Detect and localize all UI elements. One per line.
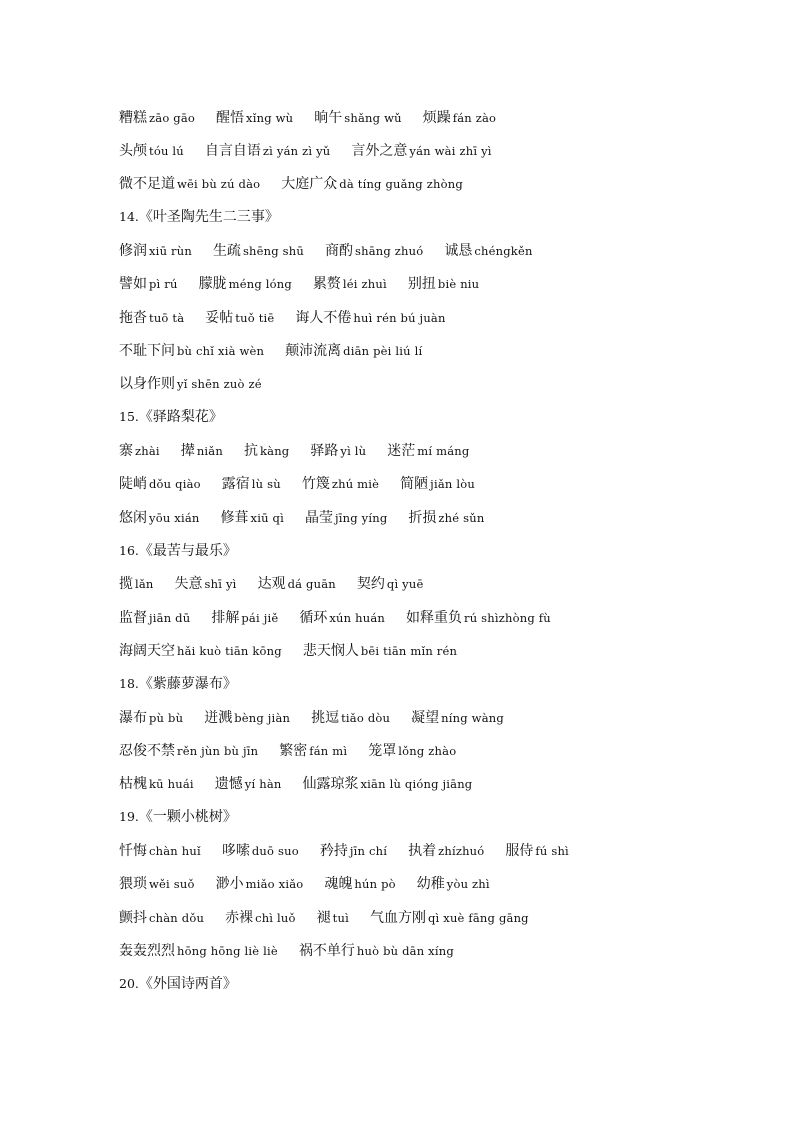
vocab-word: 醒悟 bbox=[216, 110, 245, 126]
vocab-pinyin: xǐng wù bbox=[246, 111, 294, 125]
vocab-item bbox=[325, 241, 423, 261]
lesson-number: 18. bbox=[119, 676, 139, 691]
vocab-line bbox=[119, 341, 443, 361]
vocab-word: 别扭 bbox=[407, 276, 436, 292]
vocab-pinyin: mí máng bbox=[417, 444, 470, 458]
lesson-number: 20. bbox=[119, 976, 139, 991]
vocab-item bbox=[119, 608, 190, 628]
vocab-pinyin: léi zhuì bbox=[342, 277, 387, 291]
vocab-word: 轰轰烈烈 bbox=[119, 943, 175, 959]
vocab-pinyin: kàng bbox=[259, 444, 290, 458]
vocab-pinyin: chéngkěn bbox=[474, 244, 533, 258]
vocab-pinyin: xiān lù qióng jiāng bbox=[360, 777, 473, 791]
vocab-item bbox=[225, 908, 296, 928]
vocab-word: 驿路 bbox=[310, 443, 339, 459]
vocab-item bbox=[324, 874, 395, 894]
vocab-word: 不耻下问 bbox=[119, 343, 175, 359]
vocab-item bbox=[119, 174, 260, 194]
vocab-item bbox=[205, 308, 274, 328]
lesson-heading bbox=[119, 807, 237, 827]
vocab-pinyin: lǒng zhào bbox=[398, 744, 457, 758]
vocab-item bbox=[408, 508, 484, 528]
vocab-pinyin: zāo gāo bbox=[149, 111, 196, 125]
vocab-word: 忏悔 bbox=[119, 843, 147, 859]
vocab-word: 晌午 bbox=[314, 110, 343, 126]
vocab-pinyin: tuō tà bbox=[149, 311, 185, 325]
vocab-word: 忍俊不禁 bbox=[119, 743, 175, 759]
vocab-item bbox=[411, 708, 504, 728]
vocab-pinyin: bēi tiān mǐn rén bbox=[360, 644, 458, 658]
vocab-item bbox=[444, 241, 532, 261]
vocab-pinyin: hǎi kuò tiān kōng bbox=[177, 644, 282, 658]
lesson-heading bbox=[119, 974, 237, 994]
vocab-pinyin: huì rén bú juàn bbox=[353, 311, 446, 325]
vocab-pinyin: xiū qì bbox=[250, 511, 284, 525]
lesson-heading bbox=[119, 674, 237, 694]
vocab-item bbox=[119, 374, 262, 394]
vocab-item bbox=[119, 241, 192, 261]
lesson-heading bbox=[119, 407, 223, 427]
lesson-title: 《最苦与最乐》 bbox=[138, 543, 237, 559]
vocab-pinyin: dà tíng guǎng zhòng bbox=[339, 177, 463, 191]
vocab-word: 撵 bbox=[180, 443, 195, 459]
vocab-word: 竹篾 bbox=[301, 476, 330, 492]
vocab-word: 魂魄 bbox=[324, 876, 353, 892]
vocab-word: 赤裸 bbox=[225, 910, 254, 926]
vocab-line bbox=[119, 841, 590, 861]
vocab-pinyin: qì xuè fāng gāng bbox=[427, 911, 529, 925]
vocab-word: 祸不单行 bbox=[298, 943, 355, 959]
vocab-word: 气血方刚 bbox=[369, 910, 426, 926]
vocab-pinyin: huò bù dān xíng bbox=[356, 944, 454, 958]
vocab-word: 渺小 bbox=[215, 876, 244, 892]
lesson-number: 19. bbox=[119, 809, 139, 824]
vocab-item bbox=[205, 141, 331, 161]
vocab-item bbox=[119, 641, 282, 661]
vocab-pinyin: lǎn bbox=[135, 577, 154, 591]
vocab-item bbox=[215, 774, 282, 794]
vocab-pinyin: rú shìzhòng fù bbox=[464, 611, 551, 625]
vocab-item bbox=[400, 474, 475, 494]
vocab-pinyin: hún pò bbox=[354, 877, 396, 891]
vocab-word: 烦躁 bbox=[422, 110, 451, 126]
vocab-item bbox=[119, 141, 184, 161]
vocab-item bbox=[303, 641, 457, 661]
vocab-item bbox=[311, 708, 390, 728]
lesson-number: 16. bbox=[119, 543, 139, 558]
vocab-word: 拖沓 bbox=[119, 310, 147, 326]
vocab-word: 商酌 bbox=[325, 243, 353, 259]
vocab-word: 循环 bbox=[299, 610, 328, 626]
vocab-item bbox=[222, 841, 299, 861]
vocab-item bbox=[119, 441, 160, 461]
vocab-item bbox=[181, 441, 223, 461]
vocab-pinyin: lù sù bbox=[251, 477, 281, 491]
vocab-word: 失意 bbox=[174, 576, 203, 592]
vocab-item bbox=[351, 141, 491, 161]
vocab-word: 服侍 bbox=[505, 843, 534, 859]
vocab-pinyin: shāng zhuó bbox=[355, 244, 424, 258]
vocab-pinyin: fán mì bbox=[309, 744, 348, 758]
vocab-item bbox=[368, 741, 456, 761]
vocab-word: 悲天悯人 bbox=[302, 643, 359, 659]
vocab-item bbox=[299, 608, 385, 628]
vocab-pinyin: wěi suǒ bbox=[149, 877, 195, 891]
vocab-pinyin: zhú miè bbox=[331, 477, 380, 491]
vocab-line bbox=[119, 874, 511, 894]
vocab-pinyin: chàn huǐ bbox=[149, 844, 201, 858]
vocab-item bbox=[310, 441, 366, 461]
vocab-pinyin: yǐ shēn zuò zé bbox=[177, 377, 262, 391]
lesson-heading bbox=[119, 207, 279, 227]
vocab-item bbox=[258, 574, 336, 594]
vocab-word: 迸溅 bbox=[204, 710, 233, 726]
vocab-item bbox=[299, 941, 454, 961]
vocab-item bbox=[302, 774, 472, 794]
vocab-word: 修葺 bbox=[220, 510, 249, 526]
vocab-item bbox=[417, 874, 490, 894]
vocab-word: 监督 bbox=[119, 610, 147, 626]
vocab-word: 揽 bbox=[119, 576, 133, 592]
vocab-pinyin: jiǎn lòu bbox=[430, 477, 475, 491]
vocab-word: 执着 bbox=[408, 843, 437, 859]
vocab-item bbox=[211, 608, 278, 628]
vocab-item bbox=[204, 708, 290, 728]
vocab-line bbox=[119, 374, 283, 394]
vocab-pinyin: wēi bù zú dào bbox=[177, 177, 261, 191]
vocab-item bbox=[357, 574, 424, 594]
vocab-pinyin: fú shì bbox=[535, 844, 569, 858]
vocab-pinyin: duō suo bbox=[251, 844, 299, 858]
vocab-item bbox=[320, 841, 387, 861]
vocab-pinyin: yí hàn bbox=[244, 777, 282, 791]
vocab-line bbox=[119, 574, 445, 594]
vocab-line bbox=[119, 274, 500, 294]
lesson-title: 《一颗小桃树》 bbox=[138, 809, 237, 825]
vocab-item bbox=[119, 774, 194, 794]
vocab-word: 折损 bbox=[408, 510, 437, 526]
vocab-pinyin: yán wài zhī yì bbox=[409, 144, 492, 158]
vocab-pinyin: pái jiě bbox=[241, 611, 279, 625]
vocab-word: 自言自语 bbox=[204, 143, 261, 159]
vocab-word: 大庭广众 bbox=[281, 176, 338, 192]
vocab-word: 颠沛流离 bbox=[285, 343, 342, 359]
vocab-line bbox=[119, 741, 477, 761]
vocab-line bbox=[119, 908, 550, 928]
vocab-word: 达观 bbox=[257, 576, 286, 592]
vocab-pinyin: yōu xián bbox=[149, 511, 200, 525]
vocab-item bbox=[222, 474, 281, 494]
vocab-item bbox=[408, 841, 484, 861]
vocab-word: 笼罩 bbox=[368, 743, 397, 759]
vocab-item bbox=[119, 908, 204, 928]
vocab-word: 朦胧 bbox=[198, 276, 227, 292]
vocab-item bbox=[119, 341, 264, 361]
vocab-word: 以身作则 bbox=[119, 376, 175, 392]
vocab-pinyin: miǎo xiǎo bbox=[245, 877, 304, 891]
vocab-pinyin: dá guān bbox=[287, 577, 336, 591]
vocab-item bbox=[119, 941, 278, 961]
vocab-item bbox=[408, 274, 479, 294]
vocab-item bbox=[387, 441, 469, 461]
vocab-item bbox=[285, 341, 422, 361]
vocab-pinyin: zhài bbox=[135, 444, 160, 458]
vocab-word: 瀑布 bbox=[119, 710, 147, 726]
vocab-word: 微不足道 bbox=[119, 176, 175, 192]
vocab-line bbox=[119, 708, 525, 728]
vocab-line bbox=[119, 108, 517, 128]
vocab-pinyin: jiān dū bbox=[149, 611, 191, 625]
vocab-word: 挑逗 bbox=[311, 710, 340, 726]
vocab-line bbox=[119, 241, 554, 261]
vocab-word: 排解 bbox=[211, 610, 240, 626]
vocab-word: 迷茫 bbox=[387, 443, 416, 459]
vocab-item bbox=[119, 741, 258, 761]
vocab-pinyin: shī yì bbox=[204, 577, 237, 591]
vocab-item bbox=[281, 174, 463, 194]
lesson-number: 15. bbox=[119, 409, 139, 424]
vocab-item bbox=[119, 574, 154, 594]
vocab-word: 悠闲 bbox=[119, 510, 147, 526]
vocab-pinyin: rěn jùn bù jīn bbox=[177, 744, 259, 758]
vocab-item bbox=[295, 308, 445, 328]
vocab-item bbox=[279, 741, 347, 761]
vocab-word: 生疏 bbox=[212, 243, 241, 259]
vocab-item bbox=[505, 841, 569, 861]
vocab-line bbox=[119, 608, 572, 628]
vocab-word: 遗憾 bbox=[214, 776, 243, 792]
lesson-number: 14. bbox=[119, 209, 139, 224]
vocab-word: 仙露琼浆 bbox=[302, 776, 359, 792]
vocab-item bbox=[317, 908, 349, 928]
vocab-pinyin: qì yuē bbox=[386, 577, 424, 591]
vocab-pinyin: jīng yíng bbox=[334, 511, 388, 525]
vocab-word: 褪 bbox=[316, 910, 331, 926]
vocab-word: 抗 bbox=[243, 443, 258, 459]
vocab-word: 颤抖 bbox=[119, 910, 147, 926]
vocab-pinyin: fán zào bbox=[452, 111, 497, 125]
vocab-pinyin: jīn chí bbox=[349, 844, 388, 858]
vocab-pinyin: bù chǐ xià wèn bbox=[177, 344, 265, 358]
vocab-pinyin: pì rú bbox=[149, 277, 178, 291]
vocab-pinyin: bèng jiàn bbox=[234, 711, 291, 725]
vocab-item bbox=[213, 241, 304, 261]
vocab-word: 修润 bbox=[119, 243, 147, 259]
vocab-item bbox=[119, 508, 200, 528]
vocab-pinyin: diān pèi liú lí bbox=[343, 344, 423, 358]
vocab-pinyin: zì yán zì yǔ bbox=[262, 144, 331, 158]
vocab-pinyin: shǎng wǔ bbox=[344, 111, 402, 125]
vocab-pinyin: níng wàng bbox=[441, 711, 504, 725]
vocab-word: 妥帖 bbox=[205, 310, 234, 326]
vocab-pinyin: zhé sǔn bbox=[438, 511, 485, 525]
vocab-item bbox=[216, 874, 304, 894]
vocab-word: 哆嗦 bbox=[221, 843, 250, 859]
vocab-line bbox=[119, 441, 490, 461]
vocab-pinyin: shēng shū bbox=[242, 244, 304, 258]
vocab-item bbox=[119, 108, 195, 128]
lesson-title: 《紫藤萝瀑布》 bbox=[138, 676, 237, 692]
vocab-pinyin: hōng hōng liè liè bbox=[177, 944, 278, 958]
vocab-pinyin: biè niu bbox=[437, 277, 480, 291]
vocab-item bbox=[314, 108, 401, 128]
vocab-line bbox=[119, 774, 493, 794]
vocab-item bbox=[244, 441, 289, 461]
vocab-pinyin: yòu zhì bbox=[446, 877, 490, 891]
vocab-word: 矜持 bbox=[319, 843, 348, 859]
vocab-word: 凝望 bbox=[411, 710, 440, 726]
vocab-line bbox=[119, 508, 505, 528]
vocab-word: 头颅 bbox=[119, 143, 147, 159]
vocab-word: 契约 bbox=[356, 576, 385, 592]
vocab-pinyin: niǎn bbox=[196, 444, 223, 458]
vocab-line bbox=[119, 174, 484, 194]
vocab-word: 枯槐 bbox=[119, 776, 147, 792]
vocab-word: 如释重负 bbox=[406, 610, 462, 626]
vocab-word: 糟糕 bbox=[119, 110, 147, 126]
vocab-word: 陡峭 bbox=[119, 476, 147, 492]
vocab-line bbox=[119, 141, 513, 161]
vocab-item bbox=[119, 308, 184, 328]
vocab-word: 寨 bbox=[119, 443, 133, 459]
vocab-item bbox=[305, 508, 387, 528]
vocab-item bbox=[119, 708, 183, 728]
vocab-word: 繁密 bbox=[279, 743, 308, 759]
vocab-item bbox=[216, 108, 293, 128]
vocab-item bbox=[370, 908, 529, 928]
vocab-word: 诚恳 bbox=[444, 243, 473, 259]
vocab-pinyin: chàn dǒu bbox=[149, 911, 205, 925]
vocab-word: 海阔天空 bbox=[119, 643, 175, 659]
vocab-pinyin: tuì bbox=[332, 911, 349, 925]
vocab-line bbox=[119, 308, 467, 328]
vocab-word: 累赘 bbox=[312, 276, 341, 292]
vocab-pinyin: méng lóng bbox=[228, 277, 292, 291]
vocab-word: 简陋 bbox=[400, 476, 429, 492]
vocab-item bbox=[119, 474, 201, 494]
vocab-word: 猥琐 bbox=[119, 876, 147, 892]
vocab-pinyin: xún huán bbox=[329, 611, 385, 625]
lesson-heading bbox=[119, 541, 237, 561]
vocab-word: 幼稚 bbox=[416, 876, 445, 892]
vocab-item bbox=[423, 108, 496, 128]
vocab-pinyin: kū huái bbox=[149, 777, 194, 791]
vocab-word: 诲人不倦 bbox=[295, 310, 352, 326]
vocab-pinyin: zhízhuó bbox=[438, 844, 485, 858]
vocab-pinyin: chì luǒ bbox=[255, 911, 296, 925]
vocab-line bbox=[119, 941, 475, 961]
vocab-item bbox=[119, 274, 178, 294]
vocab-item bbox=[221, 508, 284, 528]
vocab-item bbox=[199, 274, 292, 294]
lesson-title: 《外国诗两首》 bbox=[138, 976, 237, 992]
vocab-pinyin: dǒu qiào bbox=[149, 477, 201, 491]
vocab-pinyin: pù bù bbox=[149, 711, 184, 725]
vocab-pinyin: tiǎo dòu bbox=[341, 711, 391, 725]
vocab-pinyin: tóu lú bbox=[149, 144, 184, 158]
vocab-word: 譬如 bbox=[119, 276, 147, 292]
vocab-item bbox=[119, 841, 201, 861]
vocab-line bbox=[119, 474, 496, 494]
vocab-pinyin: xiū rùn bbox=[149, 244, 192, 258]
vocab-item bbox=[406, 608, 551, 628]
vocab-item bbox=[302, 474, 379, 494]
lesson-title: 《驿路梨花》 bbox=[138, 409, 223, 425]
vocab-pinyin: yì lù bbox=[340, 444, 367, 458]
vocab-word: 露宿 bbox=[221, 476, 250, 492]
vocab-pinyin: tuǒ tiē bbox=[235, 311, 275, 325]
vocab-word: 晶莹 bbox=[304, 510, 333, 526]
vocab-item bbox=[313, 274, 387, 294]
vocab-item bbox=[119, 874, 195, 894]
vocab-line bbox=[119, 641, 478, 661]
vocab-word: 言外之意 bbox=[351, 143, 408, 159]
lesson-title: 《叶圣陶先生二三事》 bbox=[138, 209, 279, 225]
vocab-item bbox=[175, 574, 237, 594]
